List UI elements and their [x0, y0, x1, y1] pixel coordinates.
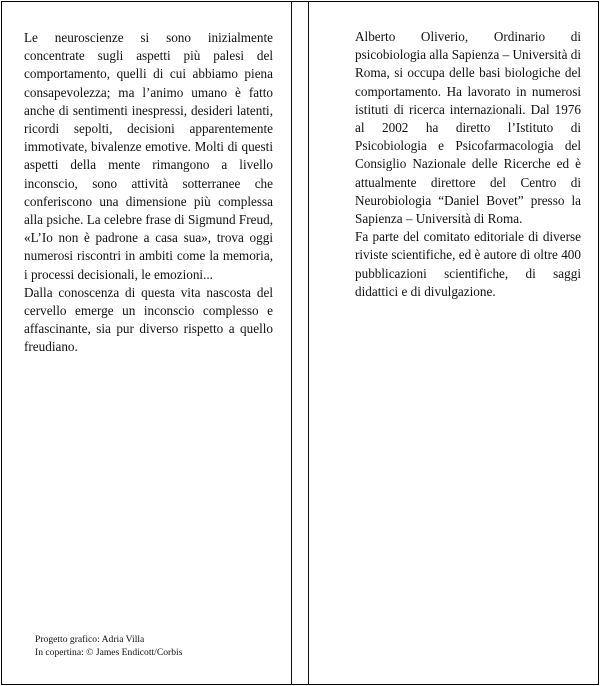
author-bio-paragraph-1: Alberto Oliverio, Ordinario di psicobiologia alla Sapienza – Università di Roma, si occupa delle basi biologiche del comportamento. Ha lavorato in numerosi istituti di ricerca internazionali. Dal 1976 al 2002 ha diretto l’Istituto di Psicobiologia e Psicofarmacologia del Consiglio Nazionale delle Ricerche ed è attualmente direttore del Centro di Neurobiologia “Daniel Bovet” presso la Sapienza – Università di Roma.: [355, 29, 581, 227]
left-flap-text: [24, 29, 273, 357]
fold-line-left: [291, 2, 292, 684]
author-bio-paragraph-2: Fa parte del comitato editoriale di diverse riviste scientifiche, ed è autore di oltre 400 pubblicazioni scientifiche, di saggi didattici e di divulgazione.: [355, 229, 581, 299]
fold-line-right: [308, 2, 309, 684]
author-bio: [355, 28, 581, 301]
cover-credit: In copertina: © James Endicott/Corbis: [35, 647, 183, 658]
left-flap-paragraph-2: Dalla conoscenza di questa vita nascosta del cervello emerge un inconscio complesso e affascinante, sia pur diverso rispetto a quello freudiano.: [24, 284, 273, 355]
left-flap-paragraph-1: Le neuroscienze si sono inizialmente concentrate sugli aspetti più palesi del comportamento, quelli di cui abbiamo piena consapevolezza; ma l’animo umano è fatto anche di sentimenti inespressi, desideri latenti, ricordi sepolti, decisioni apparentemente immotivate, bivalenze emotive. Molti di questi aspetti della mente rimangono a livello inconscio, sono attività sotterranee che conferiscono una dimensione più complessa alla psiche. La celebre frase di Sigmund Freud, «L’Io non è padrone a casa sua», trova oggi numerosi riscontri in ambiti come la memoria, i processi decisionali, le emozioni...: [24, 30, 273, 282]
book-jacket-flaps: [1, 1, 599, 685]
credits: [35, 633, 275, 659]
design-credit: Progetto grafico: Adria Villa: [35, 634, 145, 645]
